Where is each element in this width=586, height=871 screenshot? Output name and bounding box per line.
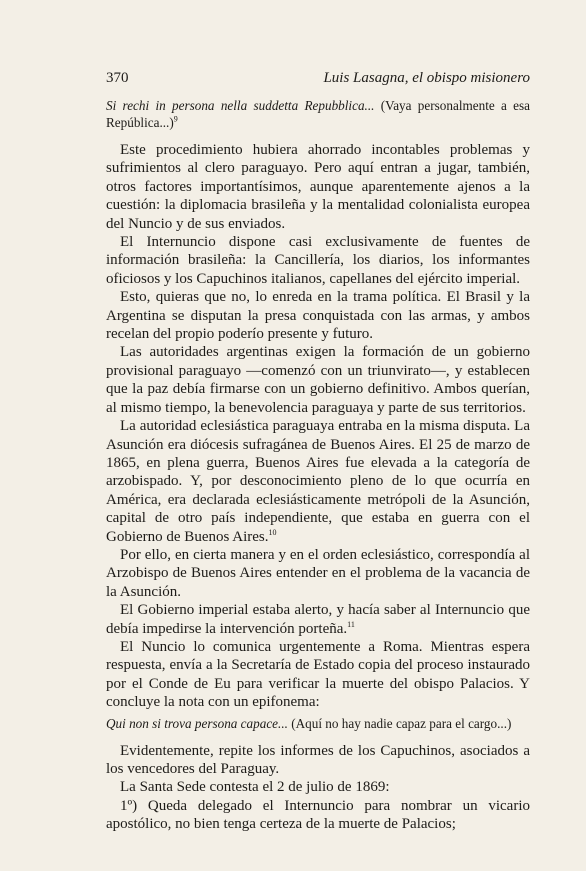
paragraph: Las autoridades argentinas exigen la formación de un gobierno provisional paraguayo —comenzó con un triunvirato—, y establecen que la paz debía firmarse con un gobierno definitivo. Ambos querían, al mismo tiempo, la benevolencia paraguaya y parte de sus territorios. xyxy=(106,344,530,416)
block-quote xyxy=(106,97,530,131)
page-body xyxy=(106,97,530,834)
paragraph-text: La autoridad eclesiástica paraguaya entraba en la misma disputa. La Asunción era diócesis sufragánea de Buenos Aires. El 25 de marzo de 1865, en plena guerra, Buenos Aires fue elevada a la categoría de arzobispado. Y, por desconocimiento pleno de lo que ocurría en América, era declarada eclesiásticamente metrópoli de la Asunción, capital de otro país independiente, que estaba en guerra con el Gobierno de Buenos Aires. xyxy=(106,418,530,545)
paragraph xyxy=(106,601,530,638)
quote-translation: (Aquí no hay nadie capaz para el cargo...) xyxy=(287,715,512,731)
page-number: 370 xyxy=(106,70,129,86)
paragraph: La Santa Sede contesta el 2 de julio de 1869: xyxy=(120,779,390,796)
footnote-ref: 11 xyxy=(347,619,355,629)
paragraph-text: El Gobierno imperial estaba alerto, y hacía saber al Internuncio que debía impedirse la intervención porteña. xyxy=(106,602,530,637)
paragraph: Esto, quieras que no, lo enreda en la trama política. El Brasil y la Argentina se disputan la presa conquistada con las armas, y ambos recelan del propio poderío presente y futuro. xyxy=(106,289,530,343)
running-title: Luis Lasagna, el obispo misionero xyxy=(323,70,530,86)
footnote-ref: 10 xyxy=(268,527,277,537)
quote-italian: Qui non si trova persona capace... xyxy=(106,715,288,731)
paragraph: Por ello, en cierta manera y en el orden eclesiástico, correspondía al Arzobispo de Buenos Aires entender en el problema de la vacancia de la Asunción. xyxy=(106,546,530,600)
paragraph: El Nuncio lo comunica urgentemente a Roma. Mientras espera respuesta, envía a la Secretaría de Estado copia del proceso instaurado por el Conde de Eu para verificar la muerte del obispo Palacios. Y concluye la nota con un epifonema: xyxy=(106,638,530,711)
paragraph xyxy=(106,417,530,546)
page-header xyxy=(106,70,530,90)
paragraph: 1º) Queda delegado el Internuncio para nombrar un vicario apostólico, no bien tenga certeza de la muerte de Palacios; xyxy=(106,797,530,833)
quote-italian: Si rechi in persona nella suddetta Repubblica... xyxy=(106,98,375,113)
paragraph: El Internuncio dispone casi exclusivamente de fuentes de información brasileña: la Cancillería, los diarios, los informantes oficiosos y los Capuchinos italianos, capellanes del ejército imperial. xyxy=(106,234,530,287)
paragraph: Este procedimiento hubiera ahorrado incontables problemas y sufrimientos al clero paraguayo. Pero aquí entran a jugar, también, otros factores importantísimos, aunque aparentemente ajenos a la cuestión: la diplomacia brasileña y la mentalidad colonialista europea del Nuncio y de sus enviados. xyxy=(106,142,530,232)
quote-translation: (Vaya personalmente a esa República...) xyxy=(106,98,531,130)
footnote-ref: 9 xyxy=(173,114,178,124)
block-quote xyxy=(106,715,530,732)
paragraph: Evidentemente, repite los informes de los Capuchinos, asociados a los vencedores del Paraguay. xyxy=(106,742,530,777)
